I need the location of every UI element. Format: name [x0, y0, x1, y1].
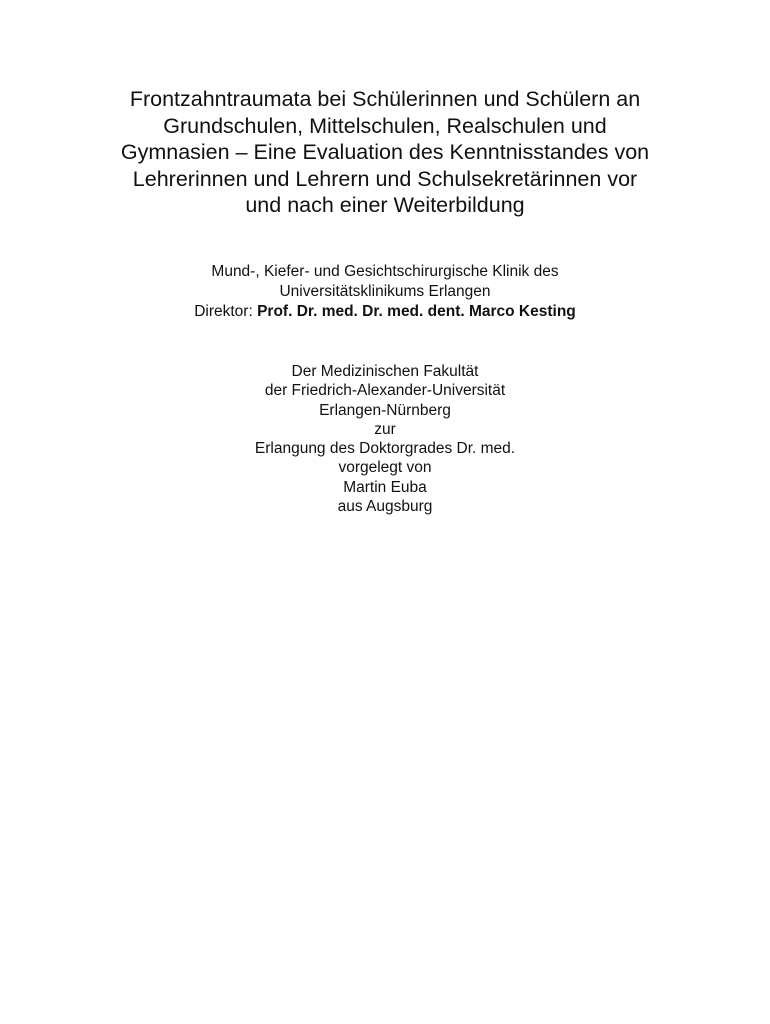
- title-line: Gymnasien – Eine Evaluation des Kenntnisstandes von: [120, 140, 650, 164]
- faculty-line: der Friedrich-Alexander-Universität: [264, 382, 506, 400]
- director-name: Prof. Dr. med. Dr. med. dent. Marco Kesting: [257, 303, 576, 320]
- title-line: Lehrerinnen und Lehrern und Schulsekretärinnen vor: [132, 166, 638, 191]
- title-line: Grundschulen, Mittelschulen, Realschulen und: [163, 113, 607, 138]
- dissertation-title: [60, 86, 710, 219]
- clinic-name-line: Universitätsklinikums Erlangen: [279, 283, 491, 300]
- faculty-submission: [60, 362, 710, 516]
- author-origin: aus Augsburg: [337, 498, 433, 516]
- faculty-line: vorgelegt von: [338, 459, 432, 477]
- director-line: [60, 302, 710, 322]
- faculty-line: zur: [374, 420, 396, 438]
- faculty-line: Erlangung des Doktorgrades Dr. med.: [254, 440, 516, 458]
- title-line: Frontzahntraumata bei Schülerinnen und Schülern an: [129, 87, 641, 111]
- title-line: und nach einer Weiterbildung: [245, 193, 525, 217]
- clinic-name-line: Mund-, Kiefer- und Gesichtschirurgische Klinik des: [211, 263, 559, 280]
- author-name: Martin Euba: [343, 478, 427, 496]
- faculty-line: Der Medizinischen Fakultät: [291, 363, 479, 380]
- clinic-info: [60, 262, 710, 322]
- director-prefix: Direktor:: [194, 303, 253, 320]
- faculty-line: Erlangen-Nürnberg: [319, 401, 451, 419]
